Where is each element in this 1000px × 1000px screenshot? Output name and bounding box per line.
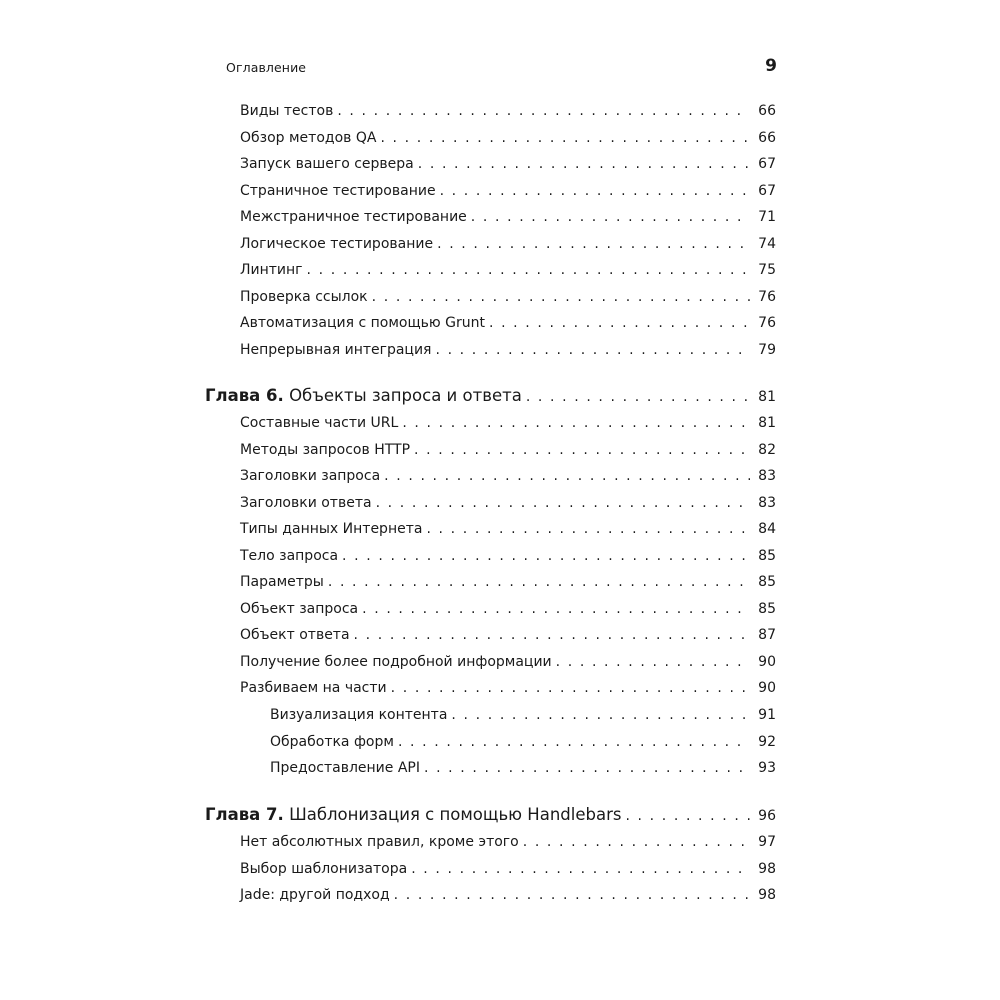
toc-entry-page: 66 <box>758 130 776 146</box>
dot-leader <box>328 574 750 590</box>
toc-entry-title: Параметры <box>240 574 324 590</box>
dot-leader <box>526 389 750 405</box>
toc-entry <box>240 834 776 856</box>
toc-entry-page: 81 <box>758 389 776 405</box>
toc-entry <box>240 103 776 125</box>
toc-entry-title: Страничное тестирование <box>240 183 436 199</box>
toc-entry-title: Jade: другой подход <box>240 887 390 903</box>
toc-entry-page: 67 <box>758 156 776 172</box>
toc-entry-page: 85 <box>758 548 776 564</box>
toc-entry <box>240 342 776 364</box>
toc-entry-title: Предоставление API <box>270 760 420 776</box>
toc-entry-page: 90 <box>758 654 776 670</box>
chapter-name: Объекты запроса и ответа <box>289 386 522 405</box>
dot-leader <box>391 680 750 696</box>
toc-chapter <box>205 805 776 829</box>
dot-leader <box>451 707 750 723</box>
dot-leader <box>337 103 750 119</box>
toc-entry <box>240 495 776 517</box>
toc-entry <box>240 548 776 570</box>
toc-entry-page: 87 <box>758 627 776 643</box>
toc-entry-page: 85 <box>758 601 776 617</box>
toc-entry-title: Автоматизация с помощью Grunt <box>240 315 485 331</box>
toc-entry-title: Тело запроса <box>240 548 339 564</box>
dot-leader <box>380 130 750 146</box>
toc-entry-page: 83 <box>758 495 776 511</box>
dot-leader <box>625 808 750 824</box>
dot-leader <box>394 887 750 903</box>
toc-entry <box>240 315 776 337</box>
dot-leader <box>411 861 750 877</box>
toc-subentry <box>270 734 776 756</box>
toc-entry-page: 98 <box>758 887 776 903</box>
chapter-number: Глава 6. <box>205 386 284 405</box>
toc-entry-title: Заголовки запроса <box>240 468 381 484</box>
toc-entry-title: Линтинг <box>240 262 303 278</box>
toc-entry-page: 67 <box>758 183 776 199</box>
toc-entry <box>240 861 776 883</box>
toc-entry-title: Составные части URL <box>240 415 399 431</box>
toc-entry-title: Проверка ссылок <box>240 289 368 305</box>
dot-leader <box>556 654 750 670</box>
toc-entry <box>240 415 776 437</box>
dot-leader <box>384 468 750 484</box>
dot-leader <box>440 183 750 199</box>
toc-entry-page: 93 <box>758 760 776 776</box>
dot-leader <box>342 548 750 564</box>
toc-entry <box>240 574 776 596</box>
dot-leader <box>354 627 750 643</box>
toc-entry <box>240 209 776 231</box>
dot-leader <box>376 495 750 511</box>
toc-entry-page: 91 <box>758 707 776 723</box>
toc-entry <box>240 289 776 311</box>
toc-entry <box>240 262 776 284</box>
toc-entry-page: 71 <box>758 209 776 225</box>
dot-leader <box>435 342 750 358</box>
toc-entry <box>240 442 776 464</box>
toc-entry-page: 84 <box>758 521 776 537</box>
toc-entry-page: 66 <box>758 103 776 119</box>
toc-entry-title: Виды тестов <box>240 103 334 119</box>
dot-leader <box>418 156 750 172</box>
toc-subentry <box>270 707 776 729</box>
toc-entry-title: Разбиваем на части <box>240 680 387 696</box>
toc-entry <box>240 627 776 649</box>
toc-entry <box>240 468 776 490</box>
running-head: Оглавление <box>226 60 307 75</box>
dot-leader <box>437 236 750 252</box>
toc-entry-title: Межстраничное тестирование <box>240 209 467 225</box>
toc-entry-title: Выбор шаблонизатора <box>240 861 408 877</box>
toc-entry-title: Объект запроса <box>240 601 359 617</box>
toc-entry-title: Запуск вашего сервера <box>240 156 414 172</box>
dot-leader <box>426 521 750 537</box>
toc-entry-page: 96 <box>758 808 776 824</box>
toc-entry-title: Типы данных Интернета <box>240 521 423 537</box>
dot-leader <box>362 601 750 617</box>
dot-leader <box>307 262 750 278</box>
toc-entry-title: Объект ответа <box>240 627 350 643</box>
chapter-name: Шаблонизация с помощью Handlebars <box>289 805 622 824</box>
toc-entry-page: 76 <box>758 315 776 331</box>
dot-leader <box>398 734 750 750</box>
chapter-number: Глава 7. <box>205 805 284 824</box>
toc-chapter-title <box>205 386 522 405</box>
toc-entry-page: 90 <box>758 680 776 696</box>
toc-entry-title: Нет абсолютных правил, кроме этого <box>240 834 519 850</box>
page-number: 9 <box>765 56 777 76</box>
toc-entry-page: 92 <box>758 734 776 750</box>
toc-entry-title: Обработка форм <box>270 734 394 750</box>
toc-entry-page: 97 <box>758 834 776 850</box>
toc-entry-title: Получение более подробной информации <box>240 654 552 670</box>
toc-entry <box>240 654 776 676</box>
dot-leader <box>414 442 750 458</box>
toc-entry-page: 85 <box>758 574 776 590</box>
toc-subentry <box>270 760 776 782</box>
toc-entry-page: 81 <box>758 415 776 431</box>
toc-entry <box>240 156 776 178</box>
toc-entry-page: 74 <box>758 236 776 252</box>
toc-entry <box>240 521 776 543</box>
dot-leader <box>402 415 750 431</box>
toc-entry-page: 79 <box>758 342 776 358</box>
toc-entry-page: 76 <box>758 289 776 305</box>
toc-entry <box>240 130 776 152</box>
toc-entry-title: Непрерывная интеграция <box>240 342 432 358</box>
toc-entry <box>240 680 776 702</box>
dot-leader <box>471 209 750 225</box>
toc-entry-page: 82 <box>758 442 776 458</box>
toc-chapter-title <box>205 805 621 824</box>
dot-leader <box>372 289 750 305</box>
toc-entry <box>240 887 776 909</box>
toc-entry-page: 83 <box>758 468 776 484</box>
toc-entry-page: 98 <box>758 861 776 877</box>
toc-entry-title: Обзор методов QA <box>240 130 377 146</box>
dot-leader <box>424 760 750 776</box>
toc-entry <box>240 601 776 623</box>
dot-leader <box>523 834 750 850</box>
toc-entry-title: Визуализация контента <box>270 707 448 723</box>
toc-entry-title: Логическое тестирование <box>240 236 434 252</box>
dot-leader <box>489 315 750 331</box>
toc-entry <box>240 236 776 258</box>
toc-entry <box>240 183 776 205</box>
toc-entry-title: Методы запросов HTTP <box>240 442 411 458</box>
toc-chapter <box>205 386 776 410</box>
toc-entry-title: Заголовки ответа <box>240 495 372 511</box>
toc-entry-page: 75 <box>758 262 776 278</box>
